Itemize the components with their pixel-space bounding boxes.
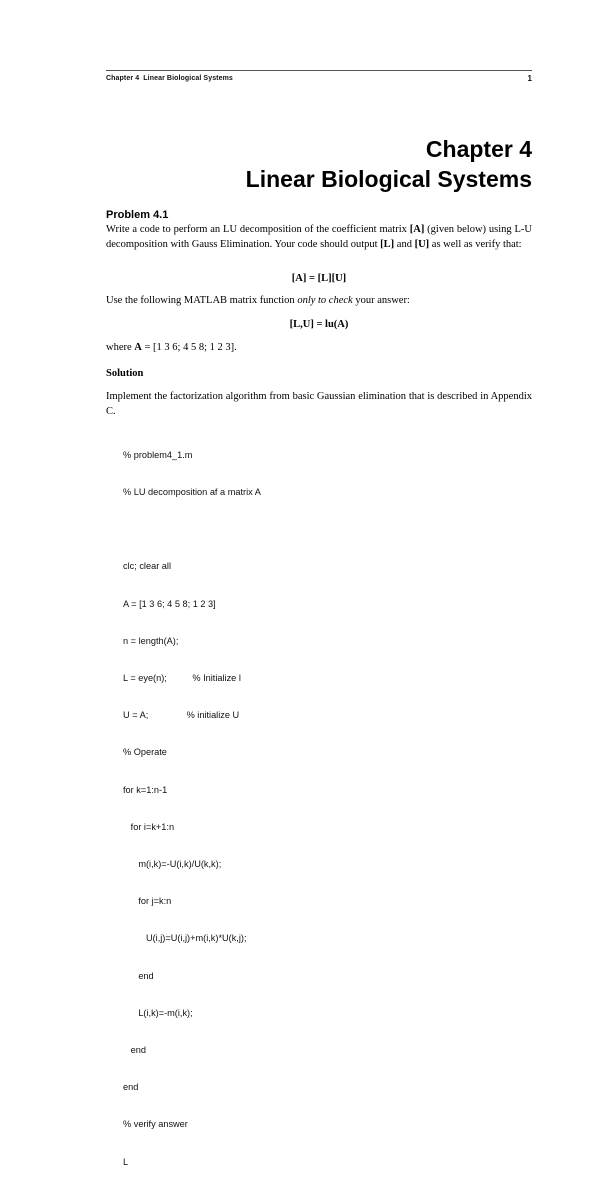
code-line: m(i,k)=-U(i,k)/U(k,k); <box>123 859 222 870</box>
code-line: % LU decomposition af a matrix A <box>123 487 261 498</box>
header-rule <box>106 70 532 71</box>
page-number: 1 <box>527 74 532 83</box>
where-text <box>106 341 237 356</box>
problem-text: and <box>394 238 415 250</box>
code-line: U(i,j)=U(i,j)+m(i,k)*U(k,j); <box>123 933 247 944</box>
problem-text: Write a code to perform an LU decomposition of the coefficient matrix <box>106 224 410 235</box>
running-header-chapter: Chapter 4 <box>106 75 140 82</box>
code-line: % verify answer <box>123 1119 188 1130</box>
running-header-title <box>106 75 233 82</box>
code-line: end <box>123 970 154 981</box>
code-line: % problem4_1.m <box>123 449 193 460</box>
code-line: end <box>123 1082 139 1093</box>
equation-lu-function: [L,U] = lu(A) <box>289 319 349 330</box>
code-line: U = A; % initialize U <box>123 710 240 721</box>
code-line: L = eye(n); % Initialize l <box>123 673 241 684</box>
code-listing <box>123 424 261 1193</box>
use-text: Use the following MATLAB matrix function <box>106 295 298 306</box>
running-header <box>106 75 532 87</box>
problem-statement <box>106 223 532 252</box>
where-word: where <box>106 342 135 353</box>
problem-heading: Problem 4.1 <box>106 209 169 221</box>
use-function-text <box>106 294 410 309</box>
code-line: end <box>123 1045 146 1056</box>
problem-text: (given below) using L-U decomposition with Gauss Elimination. Your code should output <box>106 224 532 250</box>
running-header-section: Linear Biological Systems <box>143 75 233 82</box>
code-line: clc; clear all <box>123 561 171 572</box>
code-line: for j=k:n <box>123 896 172 907</box>
matrix-a-ref: [A] <box>409 224 425 235</box>
code-line: for k=1:n-1 <box>123 784 168 795</box>
code-line <box>123 523 261 535</box>
code-line: L(i,k)=-m(i,k); <box>123 1007 193 1018</box>
chapter-number: Chapter 4 <box>425 136 532 162</box>
code-line: % Operate <box>123 747 167 758</box>
code-line: A = [1 3 6; 4 5 8; 1 2 3] <box>123 598 216 609</box>
where-value: = [1 3 6; 4 5 8; 1 2 3]. <box>141 342 237 353</box>
code-line: for i=k+1:n <box>123 821 175 832</box>
problem-text: as well as verify that: <box>429 238 522 250</box>
chapter-name: Linear Biological Systems <box>245 166 532 192</box>
use-text: your answer: <box>352 295 410 306</box>
where-matrix-a: A <box>134 342 142 353</box>
solution-text: Implement the factorization algorithm from basic Gaussian elimination that is described in Appendix C. <box>106 391 532 417</box>
matrix-l-ref: [L] <box>380 238 395 250</box>
matrix-u-ref: [U] <box>414 238 430 250</box>
equation-alu: [A] = [L][U] <box>291 273 347 284</box>
code-line: L <box>123 1156 129 1167</box>
use-emphasis: only to check <box>297 295 353 306</box>
code-line: n = length(A); <box>123 635 179 646</box>
solution-heading: Solution <box>106 368 144 379</box>
chapter-title <box>246 134 532 194</box>
